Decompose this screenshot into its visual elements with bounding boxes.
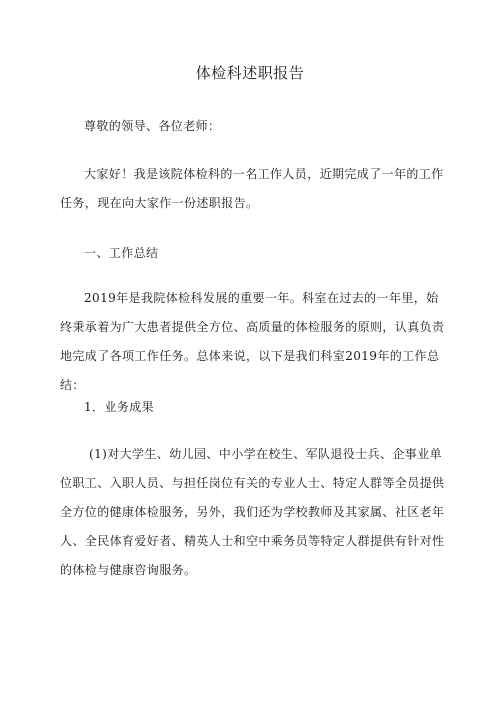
- summary-paragraph: 2019年是我院体检科发展的重要一年。科室在过去的一年里，始终秉承着为广大患者提供全方位、高质量的体检服务的原则，认真负责地完成了各项工作任务。总体来说，以下是我们科室2019年的工作总结：: [60, 291, 445, 392]
- salutation: 尊敬的领导、各位老师：: [84, 119, 221, 133]
- document-title: 体检科述职报告: [195, 64, 305, 82]
- section-heading: 一、工作总结: [84, 246, 159, 260]
- subsection-heading: 1．业务成果: [84, 400, 155, 414]
- intro-paragraph: 大家好！我是该院体检科的一名工作人员，近期完成了一年的工作任务，现在向大家作一份述职报告。: [60, 167, 444, 210]
- list-item: (1)对大学生、幼儿园、中小学在校生、军队退役士兵、企事业单位职工、入职人员、与担任岗位有关的专业人士、特定人群等全员提供全方位的健康体检服务，另外，我们还为学校教师及其家属、社区老年人、全民体育爱好者、精英人士和空中乘务员等特定人群提供有针对性的体检与健康咨询服务。: [60, 447, 445, 577]
